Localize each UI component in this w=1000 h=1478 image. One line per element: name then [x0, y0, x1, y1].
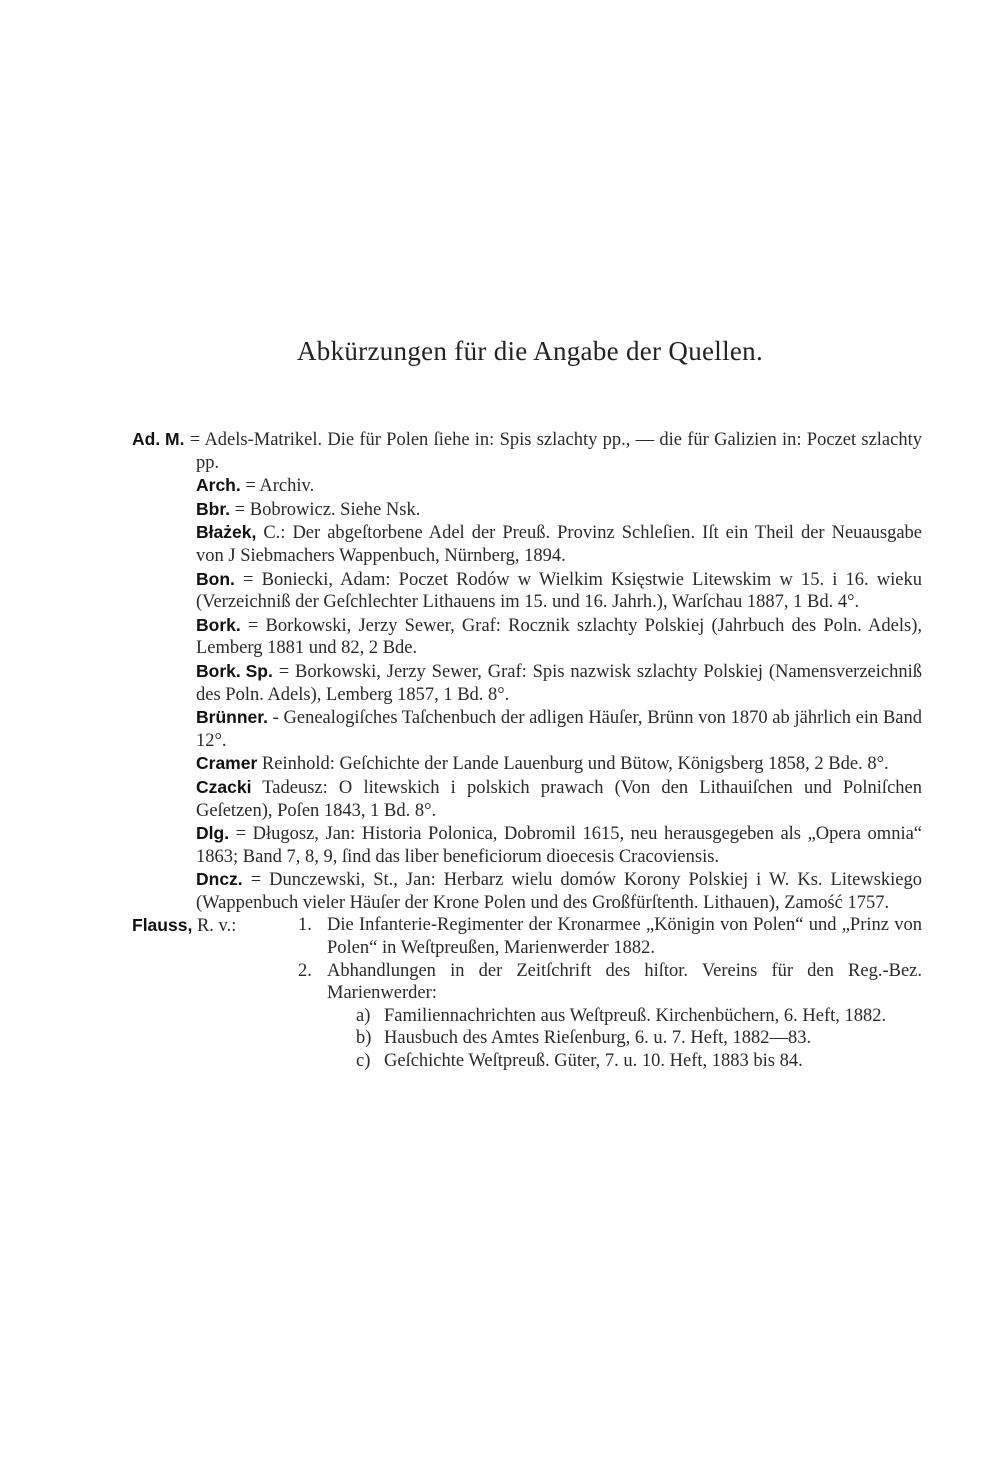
item-text: Die Infanterie-Regimenter der Kronarmee „Königin von Polen“ und „Prinz von Polen“ in Weſtpreußen, Marienwerder 1882.	[327, 915, 922, 959]
entry-text: = Borkowski, Jerzy Sewer, Graf: Rocznik szlachty Polskiej (Jahrbuch des Poln. Adels), Lemberg 1881 und 82, 2 Bde.	[196, 615, 923, 659]
entry-text: Reinhold: Geſchichte der Lande Lauenburg und Bütow, Königsberg 1858, 2 Bde. 8°.	[261, 754, 889, 775]
item-number: c)	[356, 1051, 371, 1072]
list-subitem	[132, 1005, 922, 1028]
entry-abbr: Czacki	[196, 776, 252, 797]
entry-text: = Boniecki, Adam: Poczet Rodów w Wielkim Księstwie Litewskim w 15. i 16. wieku (Verzeichniß der Geſchlechter Lithauens im 15. und 16. Jahrh.), Warſchau 1887, 1 Bd. 4°.	[196, 569, 923, 613]
entry-cramer	[132, 752, 922, 776]
entry-text: = Dunczewski, St., Jan: Herbarz wielu domów Korony Polskiej i W. Ks. Litewskiego (Wappenbuch vieler Häuſer der Krone Polen und des Großfürſtenth. Lithauen), Zamość 1757.	[196, 870, 922, 913]
item-text: Hausbuch des Amtes Rieſenburg, 6. u. 7. Heft, 1882—83.	[384, 1028, 812, 1049]
entry-author: R. v.:	[196, 916, 237, 937]
list-subitem	[132, 1027, 922, 1050]
entry-abbr: Bork.	[196, 614, 241, 635]
flauss-items	[132, 914, 922, 1072]
list-subitem	[132, 1050, 922, 1073]
item-text: Abhandlungen in der Zeitſchrift des hiſtor. Vereins für den Reg.-Bez. Marienwerder:	[327, 960, 922, 1004]
entry-abbr: Brünner.	[196, 707, 268, 728]
entry-abbr: Bork. Sp.	[196, 660, 273, 681]
entry-dlg	[132, 822, 922, 868]
item-number: b)	[356, 1028, 372, 1049]
entry-brunner	[132, 706, 922, 752]
item-number: 1.	[298, 915, 312, 936]
item-number: a)	[356, 1005, 371, 1026]
entry-bork-sp	[132, 660, 922, 706]
entry-abbr: Bbr.	[196, 498, 231, 519]
entry-text: = Borkowski, Jerzy Sewer, Graf: Spis nazwisk szlachty Polskiej (Namensverzeichniß des Poln. Adels), Lemberg 1857, 1 Bd. 8°.	[196, 661, 923, 705]
entry-text: Tadeusz: O litewskich i polskich prawach (Von den Lithauiſchen und Polniſchen Geſetzen), Poſen 1843, 1 Bd. 8°.	[196, 777, 922, 821]
entry-text: = Archiv.	[245, 476, 315, 497]
entry-abbr: Dncz.	[196, 869, 243, 890]
page-title: Abkürzungen für die Angabe der Quellen.	[296, 336, 764, 366]
entry-ad-m	[132, 428, 922, 474]
abbreviation-list	[132, 428, 922, 1073]
entry-czacki	[132, 776, 922, 822]
entry-abbr: Błażek,	[196, 522, 257, 543]
entry-text: = Bobrowicz. Siehe Nsk.	[234, 499, 421, 520]
entry-dncz	[132, 868, 922, 914]
entry-abbr: Cramer	[196, 753, 258, 774]
entry-bbr	[132, 498, 922, 522]
item-text: Geſchichte Weſtpreuß. Güter, 7. u. 10. Heft, 1883 bis 84.	[384, 1051, 803, 1072]
entry-arch	[132, 474, 922, 498]
entry-flauss	[132, 914, 922, 1072]
entry-blazek	[132, 521, 922, 567]
entry-abbr: Arch.	[196, 475, 241, 496]
entry-text: - Genealogiſches Taſchenbuch der adligen Häuſer, Brünn von 1870 ab jährlich ein Band 12°.	[196, 708, 923, 751]
list-item	[132, 914, 922, 959]
entry-abbr: Flauss,	[132, 915, 193, 936]
entry-text: = Adels-Matrikel. Die für Polen ſiehe in: Spis szlachty pp., — die für Galizien in: Poczet szlachty pp.	[189, 430, 922, 473]
entry-abbr: Bon.	[196, 568, 235, 589]
entry-bon	[132, 568, 922, 614]
item-number: 2.	[298, 960, 312, 981]
entry-text: = Długosz, Jan: Historia Polonica, Dobromil 1615, neu herausgegeben als „Opera omnia“ 1863; Band 7, 8, 9, ſind das liber beneficiorum dioecesis Cracoviensis.	[196, 824, 923, 867]
list-item	[132, 960, 922, 1005]
entry-abbr: Dlg.	[196, 823, 230, 844]
entry-abbr: Ad. M.	[132, 429, 185, 449]
entry-bork	[132, 614, 922, 660]
item-text: Familiennachrichten aus Weſtpreuß. Kirchenbüchern, 6. Heft, 1882.	[384, 1005, 887, 1026]
entry-text: C.: Der abgeſtorbene Adel der Preuß. Provinz Schleſien. Iſt ein Theil der Neuausgabe von J Siebmachers Wappenbuch, Nürnberg, 1894.	[196, 523, 922, 566]
